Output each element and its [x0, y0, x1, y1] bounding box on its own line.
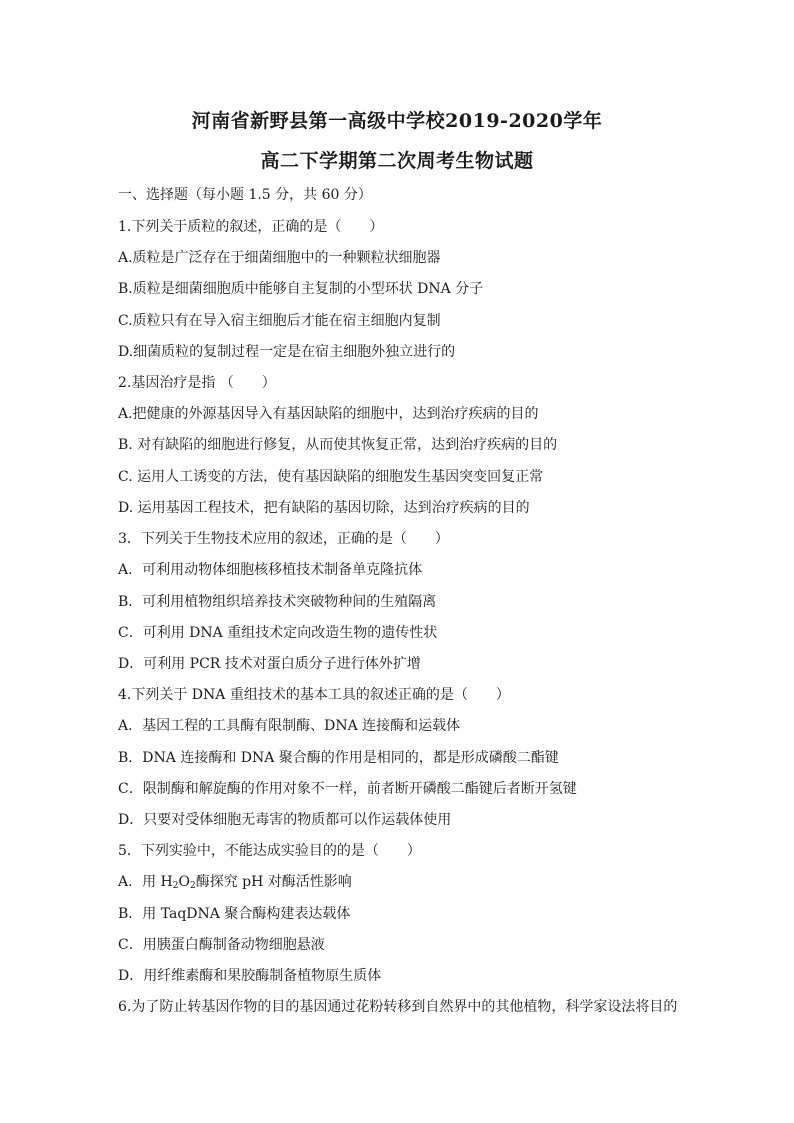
question-2-option-d: D. 运用基因工程技术，把有缺陷的基因切除，达到治疗疾病的目的	[118, 500, 530, 516]
exam-title-line2: 高二下学期第二次周考生物试题	[260, 150, 534, 172]
question-1-stem: 1.下列关于质粒的叙述，正确的是（ ）	[118, 219, 384, 235]
question-6-stem: 6.为了防止转基因作物的目的基因通过花粉转移到自然界中的其他植物，科学家设法将目的	[118, 999, 678, 1015]
section-heading: 一、选择题（每小题 1.5 分，共 60 分）	[118, 187, 372, 203]
question-1-option-d: D.细菌质粒的复制过程一定是在宿主细胞外独立进行的	[118, 344, 456, 360]
question-5-option-d: D．用纤维素酶和果胶酶制备植物原生质体	[118, 968, 382, 984]
question-2-stem: 2.基因治疗是指 （ ）	[118, 375, 276, 391]
question-1-option-c: C.质粒只有在导入宿主细胞后才能在宿主细胞内复制	[118, 313, 441, 329]
question-3-option-a: A．可利用动物体细胞核移植技术制备单克隆抗体	[118, 562, 423, 578]
question-5-option-c: C．用胰蛋白酶制备动物细胞悬液	[118, 937, 325, 953]
question-3-option-b: B．可利用植物组织培养技术突破物种间的生殖隔离	[118, 594, 437, 610]
question-4-option-d: D．只要对受体细胞无毒害的物质都可以作运载体使用	[118, 812, 452, 828]
q5a-mid: O	[178, 874, 190, 890]
question-2-option-a: A.把健康的外源基因导入有基因缺陷的细胞中，达到治疗疾病的目的	[118, 406, 539, 422]
q5a-subscript-2: 2	[190, 881, 196, 891]
question-4-option-a: A．基因工程的工具酶有限制酶、DNA 连接酶和运载体	[118, 718, 461, 734]
question-4-option-c: C．限制酶和解旋酶的作用对象不一样，前者断开磷酸二酯键后者断开氢键	[118, 781, 577, 797]
question-5-option-b: B．用 TaqDNA 聚合酶构建表达载体	[118, 906, 351, 922]
question-1-option-a: A.质粒是广泛存在于细菌细胞中的一种颗粒状细胞器	[118, 250, 441, 266]
exam-title-line1: 河南省新野县第一高级中学校2019-2020学年	[191, 110, 603, 132]
question-4-option-b: B．DNA 连接酶和 DNA 聚合酶的作用是相同的，都是形成磷酸二酯键	[118, 750, 559, 766]
question-5-option-a	[118, 873, 352, 891]
q5a-suffix: 酶探究 pH 对酶活性影响	[195, 874, 352, 890]
q5a-prefix: A．用 H	[118, 874, 173, 890]
question-1-option-b: B.质粒是细菌细胞质中能够自主复制的小型环状 DNA 分子	[118, 281, 484, 297]
question-2-option-c: C. 运用人工诱变的方法，使有基因缺陷的细胞发生基因突变回复正常	[118, 469, 544, 485]
question-5-stem: 5．下列实验中，不能达成实验目的的是（ ）	[118, 843, 421, 859]
question-3-stem: 3．下列关于生物技术应用的叙述，正确的是（ ）	[118, 531, 449, 547]
question-3-option-d: D．可利用 PCR 技术对蛋白质分子进行体外扩增	[118, 656, 421, 672]
question-3-option-c: C．可利用 DNA 重组技术定向改造生物的遗传性状	[118, 625, 438, 641]
question-2-option-b: B. 对有缺陷的细胞进行修复，从而使其恢复正常，达到治疗疾病的目的	[118, 437, 558, 453]
q5a-subscript-1: 2	[172, 881, 179, 891]
question-4-stem: 4.下列关于 DNA 重组技术的基本工具的叙述正确的是（ ）	[118, 687, 510, 703]
